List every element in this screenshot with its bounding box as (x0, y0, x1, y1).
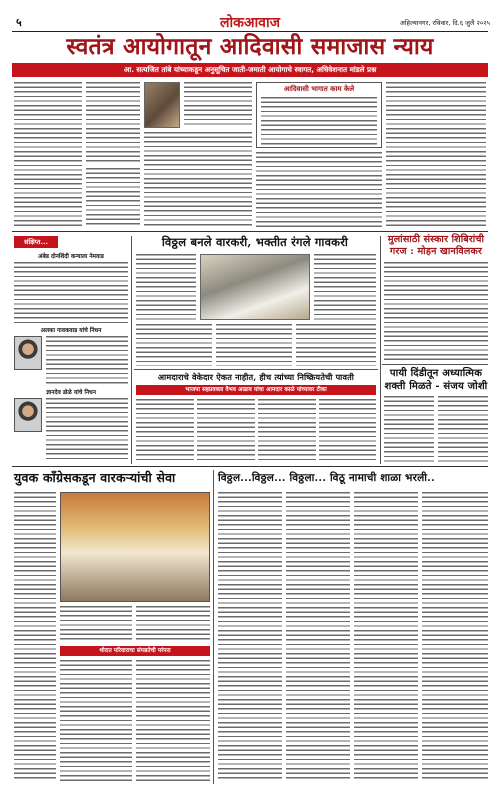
school-column-1 (218, 492, 282, 782)
lead-photo (144, 82, 180, 128)
congress-divider (213, 470, 214, 784)
mla-column-4 (319, 399, 376, 461)
mla-column-1 (136, 399, 194, 461)
school-column-2 (286, 492, 350, 782)
page-number: ५ (16, 16, 22, 29)
mla-redbar: भाजपा सहप्रवक्ता वैभव आढाव यांचा आमदार काळे यांच्यावर टीका (136, 385, 376, 395)
vithoba-headline: विठ्ठल बनले वारकरी, भक्तीत रंगले गावकरी (161, 235, 349, 249)
congress-headline: युवक कॉंग्रेसकडून वारकऱ्यांची सेवा (14, 470, 176, 485)
vithoba-column-2 (314, 254, 376, 320)
sidebar-divider (131, 236, 132, 464)
shakti-headline: पायी दिंडीतून अध्यात्मिक शक्ती मिळते - संजय जोशी (384, 368, 488, 392)
lead-inset-box (256, 82, 382, 148)
sanstha-column-1 (60, 660, 132, 782)
brief-3-title: ज्ञानदेव डोळे यांचे निधन (46, 390, 96, 396)
lead-column-3 (184, 82, 252, 128)
congress-photo (60, 492, 210, 602)
school-column-4 (422, 492, 488, 782)
camps-text (384, 262, 488, 360)
sanstha-redbar: थोरात परिवाराचा संपन्नतेची परंपरा (60, 646, 210, 656)
brief-3-text (46, 398, 128, 460)
lead-column-5 (256, 152, 382, 228)
brief-2-photo (14, 336, 42, 370)
vithoba-photo (200, 254, 310, 320)
lead-subheadline: आ. सत्यजित तांबे यांच्याकडून अनुसूचित जाती-जमाती आयोगाचे स्वागत, अधिवेशनात मांडले प्रश्न (12, 63, 488, 77)
school-column-3 (354, 492, 418, 782)
congress-column-1 (14, 492, 56, 782)
sanstha-column-2 (136, 660, 210, 782)
brief-2-title: अलका गावकवाड यांचे निधन (40, 328, 102, 334)
brief-3-photo (14, 398, 42, 432)
lead-column-1 (14, 82, 82, 228)
vithoba-column-5 (296, 324, 376, 366)
vithoba-bottom-rule (134, 369, 378, 370)
vithoba-column-1 (136, 254, 196, 320)
edition-date: अहिल्यानगर, रविवार, दि.६ जुलै २०२५ (399, 19, 490, 27)
right-divider (380, 236, 381, 464)
congress-column-2 (60, 606, 132, 642)
lead-column-2b (86, 168, 140, 228)
camps-headline: मुलांसाठी संस्कार शिबिरांची गरज : मोहन खानविलकर (387, 234, 485, 257)
lead-inset-text (261, 97, 377, 147)
vithoba-column-3 (136, 324, 212, 366)
shakti-column-1 (384, 396, 434, 462)
school-headline: विठ्ठल...विठ्ठल... विठ्ठला... विठू नामाची शाळा भरली.. (218, 472, 435, 484)
shakti-column-2 (438, 396, 488, 462)
lead-column-6 (386, 82, 486, 228)
lead-headline: स्वतंत्र आयोगातून आदिवासी समाजास न्याय (66, 33, 434, 60)
congress-column-3 (136, 606, 210, 642)
masthead-logo: लोकआवाज (220, 15, 280, 31)
brief-label: संक्षिप्त... (14, 236, 58, 248)
brief-2-text (46, 336, 128, 386)
mla-headline: आमदाराचे वेकेदार ऐकत नाहीत, हीच त्यांच्या निष्क्रियतेची पावती (157, 372, 355, 382)
lead-bottom-rule (12, 231, 488, 232)
mla-column-2 (197, 399, 255, 461)
mla-column-3 (258, 399, 316, 461)
brief-1-text (14, 262, 128, 324)
camps-bottom-rule (382, 364, 488, 365)
mid-rule (12, 466, 488, 467)
lead-column-2 (86, 82, 140, 164)
masthead-rule (12, 31, 488, 32)
vithoba-column-4 (216, 324, 292, 366)
brief-1-title: अंबेड दोनशिंदी कन्याला नेमवाड (38, 254, 104, 260)
lead-column-3b (144, 132, 252, 228)
lead-inset-title: आदिवासी भागात काम केले (283, 85, 355, 93)
